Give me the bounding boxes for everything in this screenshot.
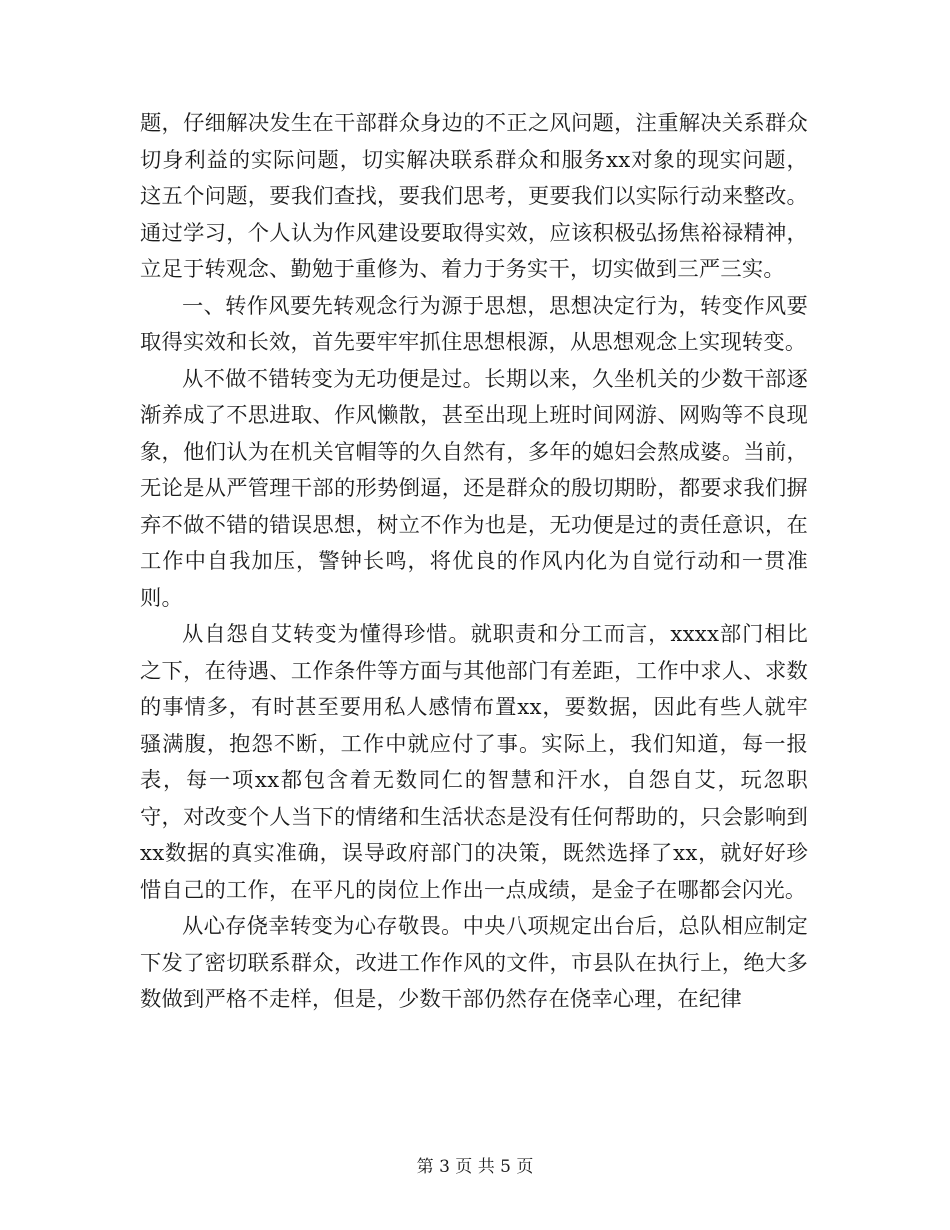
paragraph-continuation: 题，仔细解决发生在干部群众身边的不正之风问题，注重解决关系群众切身利益的实际问题，切实解决联系群众和服务xx对象的现实问题，这五个问题，要我们查找，要我们思考，更要我们以实际行动来整改。通过学习，个人认为作风建设要取得实效，应该积极弘扬焦裕禄精神，立足于转观念、勤勉于重修为、着力于务实干，切实做到三严三实。 (140, 111, 808, 282)
document-body (140, 106, 808, 1019)
paragraph-body: 从自怨自艾转变为懂得珍惜。就职责和分工而言，xxxx部门相比之下，在待遇、工作条件等方面与其他部门有差距，工作中求人、求数的事情多，有时甚至要用私人感情布置xx，要数据，因此有些人就牢骚满腹，抱怨不断，工作中就应付了事。实际上，我们知道，每一报表，每一项xx都包含着无数同仁的智慧和汗水，自怨自艾，玩忽职守，对改变个人当下的情绪和生活状态是没有任何帮助的，只会影响到xx数据的真实准确，误导政府部门的决策，既然选择了xx，就好好珍惜自己的工作，在平凡的岗位上作出一点成绩，是金子在哪都会闪光。 (140, 622, 808, 903)
paragraph-body: 从不做不错转变为无功便是过。长期以来，久坐机关的少数干部逐渐养成了不思进取、作风懒散，甚至出现上班时间网游、网购等不良现象，他们认为在机关官帽等的久自然有，多年的媳妇会熬成婆。当前，无论是从严管理干部的形势倒逼，还是群众的殷切期盼，都要求我们摒弃不做不错的错误思想，树立不作为也是，无功便是过的责任意识，在工作中自我加压，警钟长鸣，将优良的作风内化为自觉行动和一贯准则。 (140, 366, 808, 611)
paragraph-section-heading: 一、转作风要先转观念行为源于思想，思想决定行为，转变作风要取得实效和长效，首先要牢牢抓住思想根源，从思想观念上实现转变。 (140, 293, 808, 355)
paragraph-body: 从心存侥幸转变为心存敬畏。中央八项规定出台后，总队相应制定下发了密切联系群众，改进工作作风的文件，市县队在执行上，绝大多数做到严格不走样，但是，少数干部仍然存在侥幸心理，在纪律 (140, 914, 808, 1012)
page-number-footer: 第 3 页 共 5 页 (416, 1157, 534, 1177)
